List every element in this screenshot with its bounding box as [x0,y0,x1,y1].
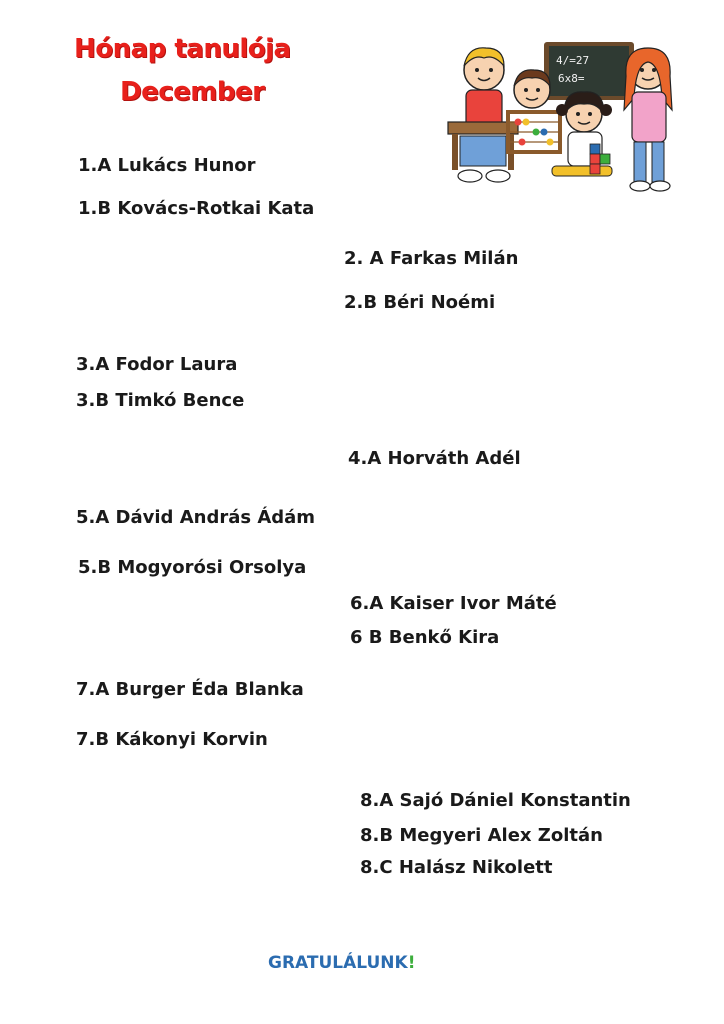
student-entry-1a: 1.A Lukács Hunor [78,155,256,176]
student-entry-3a: 3.A Fodor Laura [76,354,238,375]
student-entry-5b: 5.B Mogyorósi Orsolya [78,557,307,578]
student-entry-5a: 5.A Dávid András Ádám [76,507,316,528]
student-entry-2b: 2.B Béri Noémi [344,292,496,313]
student-entry-6b: 6 B Benkő Kira [350,627,500,648]
congratulations-exclamation: ! [407,953,416,973]
congratulations-word: GRATULÁLUNK [268,953,408,973]
student-entry-8c: 8.C Halász Nikolett [360,857,553,878]
chalkboard-text-2: 6x8= [558,72,585,85]
student-entry-6a: 6.A Kaiser Ivor Máté [350,593,557,614]
student-entry-3b: 3.B Timkó Bence [76,390,245,411]
student-entry-2a: 2. A Farkas Milán [344,248,519,269]
chalkboard-text-1: 4/=27 [556,54,590,67]
student-entry-4a: 4.A Horváth Adél [348,448,521,469]
student-entry-7a: 7.A Burger Éda Blanka [76,679,304,700]
student-entry-1b: 1.B Kovács-Rotkai Kata [78,198,315,219]
page-subtitle-month: December [120,77,265,107]
student-entry-8b: 8.B Megyeri Alex Zoltán [360,825,603,846]
children-classroom-illustration [446,40,678,202]
student-entry-7b: 7.B Kákonyi Korvin [76,729,268,750]
congratulations-text [268,953,415,973]
student-entry-8a: 8.A Sajó Dániel Konstantin [360,790,631,811]
page-title: Hónap tanulója [74,34,291,64]
